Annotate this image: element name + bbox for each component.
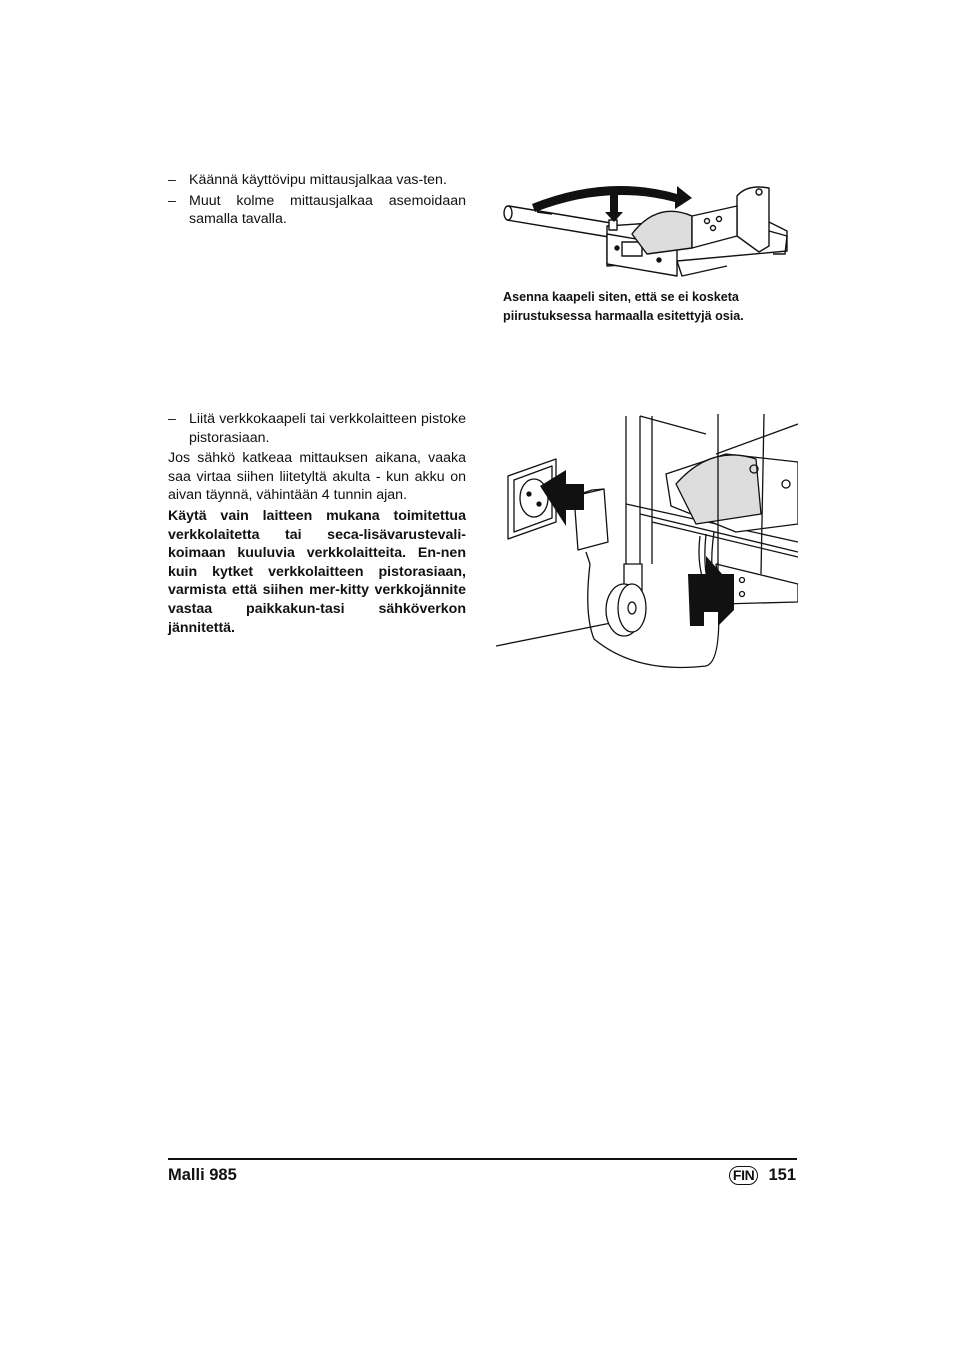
list-item-text: Käännä käyttövipu mittausjalkaa vas-ten.: [189, 172, 447, 188]
warning-paragraph: Käytä vain laitteen mukana toimitettua verkkolaitetta tai seca-lisävarustevali-koimaan kuuluvia verkkolaitteita. En-nen kuin kytket verkkolaitteen pistorasiaan, varmista että siihen mer-kitty verkkojännite vastaa paikkakun-tasi sähköverkon jännitettä.: [168, 507, 466, 636]
instructions-block-2: [168, 410, 466, 639]
list-item: [168, 410, 466, 447]
language-badge: FIN: [729, 1166, 759, 1185]
footer-right: [729, 1166, 796, 1185]
page-number: 151: [768, 1166, 796, 1184]
list-item-text: Muut kolme mittausjalkaa asemoidaan samalla tavalla.: [189, 192, 466, 228]
figure-caption: Asenna kaapeli siten, että se ei kosketa piirustuksessa harmaalla esitettyjä osia.: [503, 290, 744, 323]
list-item: [168, 171, 466, 190]
list-dash: –: [168, 192, 176, 209]
list-dash: –: [168, 411, 176, 427]
list-item-text: Liitä verkkokaapeli tai verkkolaitteen pistoke pistorasiaan.: [189, 411, 466, 446]
list-dash: –: [168, 172, 176, 188]
power-connection-illustration: [496, 414, 798, 676]
instructions-block-1: [168, 171, 466, 231]
model-name: Malli 985: [168, 1166, 237, 1184]
footer-divider: [168, 1158, 797, 1160]
measuring-foot-illustration: [497, 176, 797, 286]
battery-paragraph: Jos sähkö katkeaa mittauksen aikana, vaaka saa virtaa siihen liitetyltä akulta - kun akku on aivan täynnä, vähintään 4 tunnin ajan.: [168, 450, 466, 504]
list-item: [168, 192, 466, 229]
